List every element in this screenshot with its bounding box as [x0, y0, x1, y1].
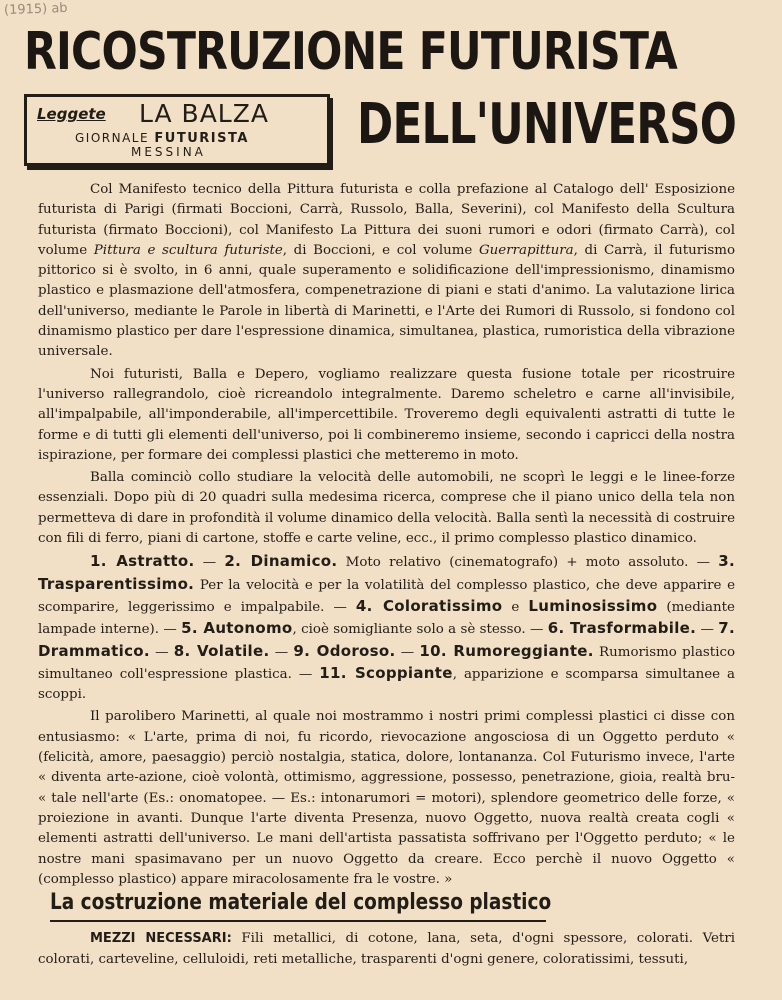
subheading-rule: [50, 886, 552, 922]
p1-text-b: , di Boccioni, e col volume: [282, 242, 479, 258]
p1-text-c: , di Carrà, il futurismo pittorico si è svolto, in 6 anni, quale superamento e solidificazione dell'impressionismo, dinamismo plastico e plasmazione dell'atmosfera, compenetrazione di piani e stati d'animo. La valutazione lirica dell'universo, mediante le Parole in libertà di Marinetti, e l'Arte dei Rumori di Russolo, si fondono col dinamismo plastico per dare l'espressione dinamica, simultanea, plastica, rumoristica della vibrazione universale.: [38, 242, 736, 360]
mezzi-text: Fili metallici, di cotone, lana, seta, d'ogni spessore, colorati. Vetri colorati, carteveline, celluloidi, reti metalliche, trasparenti d'ogni genere, coloratissimi, tessuti,: [38, 931, 735, 967]
text-2: Moto relativo (cinematografo) + moto assoluto. —: [337, 555, 719, 571]
p1-text-a: Col Manifesto tecnico della Pittura futurista e colla prefazione al Catalogo dell' Esposizione futurista di Parigi (firmati Boccioni, Carrà, Russolo, Balla, Severini), col Manifesto della Scultura futurista (firmato Boccioni), col Manifesto La Pittura dei suoni rumori e odori (firmato Carrà), col volume: [38, 182, 735, 258]
text-9: —: [269, 644, 294, 660]
item-1: 1. Astratto.: [90, 552, 195, 571]
paragraph-4-list: [38, 551, 735, 705]
item-11: 11. Scoppiante: [319, 663, 453, 682]
text-12: , apparizione e scomparsa simultanee a scoppi.: [38, 666, 735, 703]
item-9: 9. Odoroso.: [293, 641, 396, 660]
text-4: e: [502, 599, 529, 615]
ad-futurista: FUTURISTA: [154, 131, 249, 146]
paragraph-2: Noi futuristi, Balla e Depero, vogliamo realizzare questa fusione totale per ricostruire l'universo rallegrandolo, cioè ricreandolo integralmente. Daremo scheletro e carne all'invisibile, all'impalpabile, all'imponderabile, all'impercettibile. Troveremo degli equivalenti astratti di tutte le forme e di tutti gli elementi dell'universo, poi li combineremo insieme, secondo i capricci della nostra ispirazione, per formare dei complessi plastici che metteremo in moto.: [38, 366, 735, 463]
ad-city: MESSINA: [131, 145, 206, 159]
text-11: Rumorismo plastico simultaneo coll'espressione plastica. —: [38, 644, 736, 682]
text-8: —: [149, 644, 174, 660]
paragraph-1: [38, 180, 735, 363]
main-title: RICOSTRUZIONE FUTURISTA: [24, 22, 677, 82]
paragraph-5-quote: Il parolibero Marinetti, al quale noi mostrammo i nostri primi complessi plastici ci disse con entusiasmo: « L'arte, prima di noi, fu ricordo, rievocazione angosciosa di un Oggetto perduto « (felicità, amore, paesaggio) perciò nostalgia, statica, dolore, lontananza. Col Futurismo invece, l'arte « diventa arte-azione, cioè volontà, ottimismo, aggressione, possesso, penetrazione, gioia, realtà bru- « tale nell'arte (Es.: onomatopee. — Es.: intonarumori = motori), splendore geometrico delle forze, « proiezione in avanti. Dunque l'arte diventa Presenza, nuovo Oggetto, nuova realtà creata cogli « elementi astratti dell'universo. Le mani dell'artista passatista soffrivano per l'Oggetto perduto; « le nostre mani spasimavano per un nuovo Oggetto da creare. Ecco perchè il nuovo Oggetto « (complesso plastico) appare miracolosamente fra le vostre. »: [38, 709, 735, 887]
item-8: 8. Volatile.: [173, 641, 270, 660]
ad-giornale: GIORNALE: [75, 131, 150, 145]
pencil-annotation: (1915) ab: [3, 0, 68, 19]
title-line-2: DELL'UNIVERSO: [357, 92, 737, 157]
text-6: , cioè somigliante solo a sè stesso. —: [292, 622, 548, 638]
sep-1: —: [194, 555, 225, 571]
item-6: 6. Trasformabile.: [547, 619, 697, 638]
section-subheading: La costruzione materiale del complesso plastico: [50, 890, 552, 915]
item-2: 2. Dinamico.: [224, 552, 338, 571]
item-3: 3. Trasparentissimo.: [38, 552, 735, 593]
ad-newspaper-name: LA BALZA: [139, 99, 269, 128]
item-4: 4. Coloratissimo: [355, 596, 503, 615]
paragraph-3: Balla cominciò collo studiare la velocità delle automobili, ne scoprì le leggi e le linee-forze essenziali. Dopo più di 20 quadri sulla medesima ricerca, comprese che il piano unico della tela non permetteva di dare in profondità il volume dinamico della velocità. Balla sentì la necessità di costruire con fili di ferro, piani di cartone, stoffe e carte veline, ecc., il primo complesso plastico dinamico.: [38, 470, 735, 547]
item-10: 10. Rumoreggiante.: [419, 641, 594, 660]
final-paragraph-block: [38, 928, 735, 970]
text-7: —: [696, 622, 719, 638]
ad-leggete: Leggete: [37, 105, 106, 123]
item-5: 5. Autonomo: [181, 619, 293, 638]
item-4b: Luminosissimo: [528, 596, 658, 615]
mezzi-label: MEZZI NECESSARI:: [90, 931, 232, 946]
final-paragraph: [38, 928, 735, 970]
p1-title-1: Pittura e scultura futuriste: [93, 242, 283, 258]
text-10: —: [395, 644, 420, 660]
la-balza-advert: [24, 94, 330, 166]
p1-title-2: Guerrapittura: [478, 242, 574, 258]
ad-subtitle: [75, 131, 249, 146]
text-3: Per la velocità e per la volatilità del complesso plastico, che deve apparire e scomparire, leggerissimo e impalpabile. —: [38, 577, 735, 615]
item-7: 7. Drammatico.: [38, 619, 735, 660]
manifesto-body: [38, 180, 735, 890]
text-5: (mediante lampade interne). —: [38, 599, 735, 638]
